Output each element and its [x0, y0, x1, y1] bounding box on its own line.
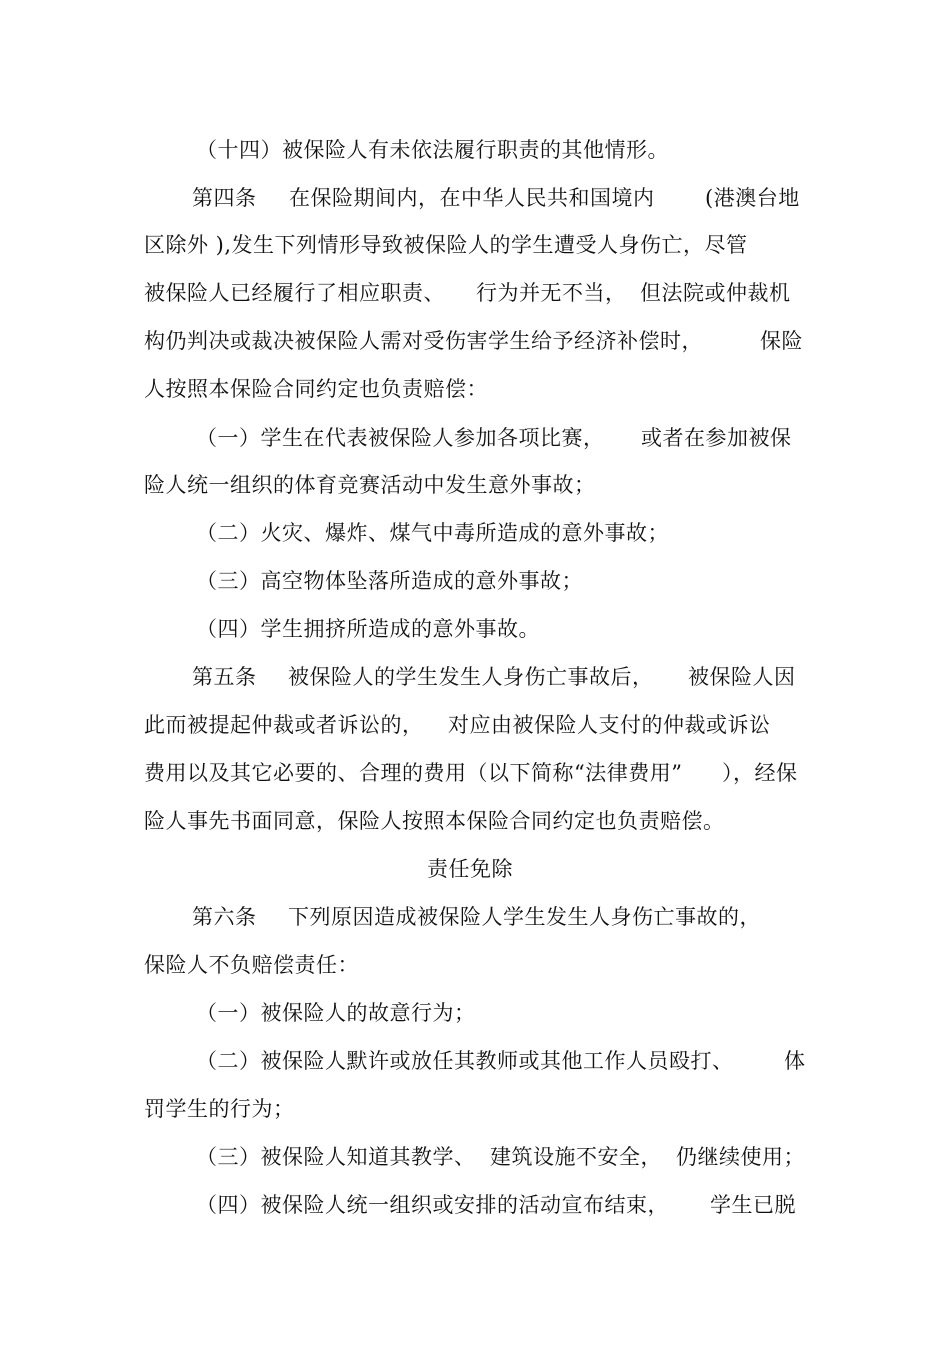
- text-segment: 或者在参加被保: [641, 426, 792, 450]
- text-segment: （三）被保险人知道其教学、: [196, 1145, 476, 1169]
- text-segment: （二）被保险人默许或放任其教师或其他工作人员殴打、: [196, 1049, 734, 1073]
- text-segment: 人按照本保险合同约定也负责赔偿：: [144, 377, 488, 401]
- article-number: 第五条: [192, 665, 257, 689]
- text-segment: 罚学生的行为；: [144, 1097, 295, 1121]
- text-segment: 险人事先书面同意，保险人按照本保险合同约定也负责赔偿。: [144, 809, 725, 833]
- text-segment: 对应由被保险人支付的仲裁或诉讼: [448, 713, 771, 737]
- text-segment: 下列原因造成被保险人学生发生人身伤亡事故的，: [288, 905, 761, 929]
- text-segment: 费用以及其它必要的、合理的费用（以下简称“法律费用”: [144, 761, 683, 785]
- text-segment: 被保险人的学生发生人身伤亡事故后，: [288, 665, 654, 689]
- text-segment: 被保险人因: [688, 665, 796, 689]
- text-segment: 在保险期间内，在中华人民共和国境内: [289, 186, 655, 210]
- text-segment: （二）火灾、爆炸、煤气中毒所造成的意外事故；: [196, 521, 669, 545]
- text-segment: 行为并无不当，: [476, 281, 627, 305]
- text-segment: 但法院或仲裁机: [640, 281, 791, 305]
- article-number: 第六条: [192, 905, 257, 929]
- text-segment: 被保险人已经履行了相应职责、: [144, 281, 445, 305]
- text-segment: 保险: [760, 329, 803, 353]
- text-segment: 体: [784, 1049, 806, 1073]
- text-segment: 区除外 ),发生下列情形导致被保险人的学生遭受人身伤亡，尽管: [144, 233, 748, 257]
- text-segment: （四）被保险人统一组织或安排的活动宣布结束，: [196, 1193, 669, 1217]
- text-segment: （四）学生拥挤所造成的意外事故。: [196, 617, 540, 641]
- text-segment: 建筑设施不安全，: [490, 1145, 662, 1169]
- text-segment: (港澳台地: [705, 186, 800, 210]
- text-segment: 构仍判决或裁决被保险人需对受伤害学生给予经济补偿时，: [144, 329, 703, 353]
- text-segment: 保险人不负赔偿责任：: [144, 953, 359, 977]
- section-heading-text: 责任免除: [427, 857, 513, 881]
- text-segment: 险人统一组织的体育竞赛活动中发生意外事故；: [144, 473, 596, 497]
- text-segment: 仍继续使用；: [676, 1145, 805, 1169]
- text-segment: （三）高空物体坠落所造成的意外事故；: [196, 569, 583, 593]
- text-segment: （一）被保险人的故意行为；: [196, 1001, 476, 1025]
- text-segment: 此而被提起仲裁或者诉讼的，: [144, 713, 424, 737]
- article-number: 第四条: [192, 186, 257, 210]
- text-segment: （一）学生在代表被保险人参加各项比赛，: [196, 426, 605, 450]
- text-segment: ），经保: [722, 761, 798, 785]
- text-segment: 学生已脱: [710, 1193, 796, 1217]
- text-segment: （十四）被保险人有未依法履行职责的其他情形。: [196, 138, 669, 162]
- paragraph-line: [0, 1191, 796, 1303]
